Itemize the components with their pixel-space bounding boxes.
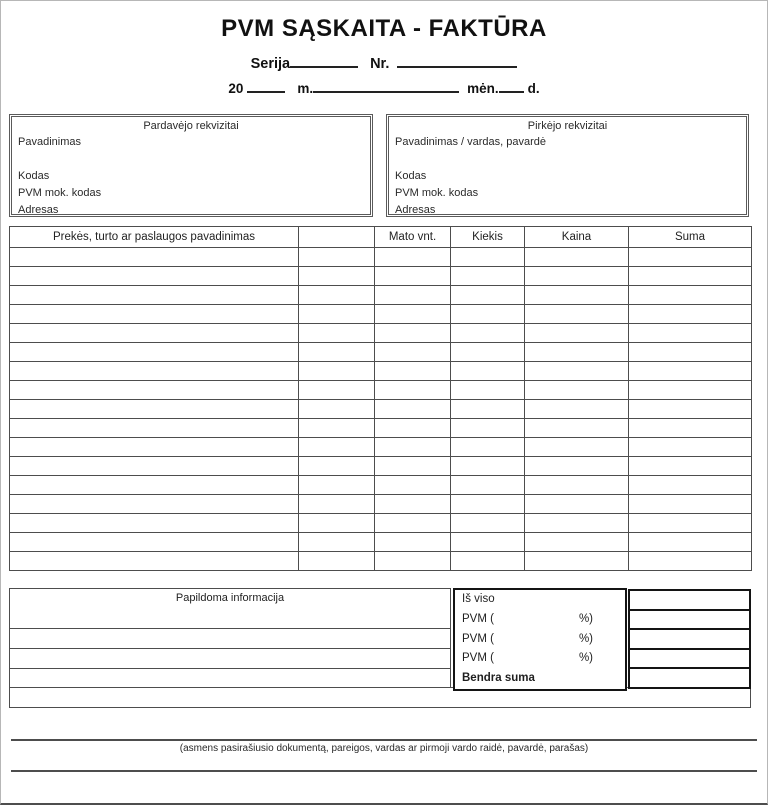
- item-cell: [451, 514, 525, 533]
- item-row: [10, 324, 752, 343]
- total-row-bendra-suma: Bendra suma: [462, 672, 535, 685]
- item-cell: [525, 476, 629, 495]
- item-cell: [10, 362, 299, 381]
- summary-bottom-empty-row: [9, 687, 751, 708]
- item-cell: [525, 419, 629, 438]
- item-row: [10, 533, 752, 552]
- item-cell: [299, 267, 375, 286]
- buyer-code-label: Kodas: [395, 170, 427, 182]
- item-row: [10, 381, 752, 400]
- item-cell: [629, 381, 752, 400]
- item-cell: [375, 514, 451, 533]
- item-cell: [629, 362, 752, 381]
- buyer-details-box: [386, 114, 749, 217]
- item-cell: [10, 495, 299, 514]
- nr-blank: [397, 64, 517, 68]
- amount-cell: [630, 611, 749, 631]
- men-label: mėn.: [467, 81, 499, 96]
- item-cell: [451, 533, 525, 552]
- d-label: d.: [527, 81, 540, 96]
- item-cell: [525, 343, 629, 362]
- item-cell: [299, 514, 375, 533]
- item-cell: [299, 324, 375, 343]
- item-cell: [629, 457, 752, 476]
- item-cell: [375, 495, 451, 514]
- seller-box-header: Pardavėjo rekvizitai: [143, 120, 239, 132]
- totals-amounts-column: [628, 589, 751, 689]
- signature-line: [11, 739, 757, 741]
- item-cell: [629, 495, 752, 514]
- item-row: [10, 305, 752, 324]
- year-prefix: 20: [228, 81, 244, 96]
- item-cell: [299, 400, 375, 419]
- item-cell: [299, 438, 375, 457]
- total-row-pvm-2: PVM ( %): [462, 632, 593, 645]
- item-row: [10, 552, 752, 571]
- item-cell: [451, 457, 525, 476]
- item-cell: [525, 495, 629, 514]
- item-row: [10, 267, 752, 286]
- amount-cell: [630, 630, 749, 650]
- item-cell: [10, 552, 299, 571]
- item-cell: [10, 438, 299, 457]
- additional-info-label: Papildoma informacija: [10, 589, 450, 629]
- item-cell: [375, 248, 451, 267]
- col-header-quantity: Kiekis: [451, 227, 525, 248]
- additional-info-box: [9, 588, 451, 688]
- buyer-details-inner: [388, 116, 747, 215]
- item-cell: [299, 381, 375, 400]
- item-cell: [10, 267, 299, 286]
- item-cell: [375, 438, 451, 457]
- item-cell: [451, 305, 525, 324]
- item-cell: [375, 381, 451, 400]
- col-header-item-name: Prekės, turto ar paslaugos pavadinimas: [10, 227, 299, 248]
- m-label: m.: [297, 81, 314, 96]
- item-cell: [525, 267, 629, 286]
- item-cell: [525, 400, 629, 419]
- month-name-blank: [313, 89, 459, 93]
- items-header-row: [10, 227, 752, 248]
- item-cell: [629, 419, 752, 438]
- item-cell: [525, 248, 629, 267]
- buyer-box-header: Pirkėjo rekvizitai: [527, 120, 608, 132]
- item-cell: [299, 457, 375, 476]
- item-row: [10, 495, 752, 514]
- item-cell: [299, 343, 375, 362]
- item-cell: [299, 476, 375, 495]
- item-cell: [375, 343, 451, 362]
- item-cell: [525, 362, 629, 381]
- item-cell: [299, 248, 375, 267]
- summary-section: [9, 588, 751, 709]
- seller-address-label: Adresas: [18, 204, 59, 216]
- item-cell: [10, 343, 299, 362]
- serija-line: [1, 56, 767, 72]
- item-cell: [299, 286, 375, 305]
- nr-label: Nr.: [370, 56, 390, 72]
- item-cell: [299, 495, 375, 514]
- item-cell: [10, 533, 299, 552]
- item-cell: [451, 324, 525, 343]
- amount-cell: [630, 591, 749, 611]
- item-row: [10, 457, 752, 476]
- item-cell: [629, 476, 752, 495]
- item-cell: [451, 248, 525, 267]
- seller-vat-code-label: PVM mok. kodas: [18, 187, 102, 199]
- additional-info-blank-row: [10, 669, 450, 689]
- item-cell: [10, 286, 299, 305]
- items-table: [9, 226, 752, 571]
- item-cell: [299, 533, 375, 552]
- item-cell: [629, 438, 752, 457]
- item-cell: [375, 305, 451, 324]
- item-cell: [629, 533, 752, 552]
- item-cell: [525, 381, 629, 400]
- serija-label: Serija: [250, 56, 291, 72]
- item-cell: [525, 552, 629, 571]
- year-blank: [247, 89, 285, 93]
- item-row: [10, 343, 752, 362]
- item-cell: [10, 400, 299, 419]
- item-cell: [525, 457, 629, 476]
- item-cell: [525, 514, 629, 533]
- item-row: [10, 438, 752, 457]
- buyer-vat-code-label: PVM mok. kodas: [395, 187, 479, 199]
- item-cell: [451, 419, 525, 438]
- seller-code-label: Kodas: [18, 170, 50, 182]
- item-cell: [451, 362, 525, 381]
- item-cell: [629, 324, 752, 343]
- total-row-pvm-3: PVM ( %): [462, 652, 593, 665]
- total-row-isviso: Iš viso: [462, 593, 495, 605]
- totals-labels-box: [453, 588, 627, 691]
- total-row-pvm-1: PVM ( %): [462, 612, 593, 625]
- item-cell: [451, 400, 525, 419]
- day-blank: [499, 89, 524, 93]
- serija-blank: [290, 64, 358, 68]
- item-cell: [299, 362, 375, 381]
- item-cell: [375, 286, 451, 305]
- signature-line-2: [11, 770, 757, 772]
- col-header-sum: Suma: [629, 227, 752, 248]
- seller-details-inner: [11, 116, 371, 215]
- item-cell: [10, 248, 299, 267]
- buyer-blank-row: [395, 151, 740, 168]
- item-cell: [629, 514, 752, 533]
- col-header-unit: Mato vnt.: [375, 227, 451, 248]
- item-cell: [10, 381, 299, 400]
- col-header-price: Kaina: [525, 227, 629, 248]
- item-cell: [525, 533, 629, 552]
- amount-cell: [630, 669, 749, 687]
- item-cell: [629, 305, 752, 324]
- item-cell: [629, 400, 752, 419]
- item-cell: [525, 305, 629, 324]
- additional-info-blank-row: [10, 629, 450, 649]
- seller-blank-row: [18, 151, 364, 168]
- item-cell: [629, 267, 752, 286]
- item-cell: [10, 419, 299, 438]
- item-cell: [629, 248, 752, 267]
- item-row: [10, 400, 752, 419]
- item-cell: [375, 552, 451, 571]
- date-line: [1, 81, 767, 96]
- col-header-empty: [299, 227, 375, 248]
- item-cell: [299, 419, 375, 438]
- item-cell: [629, 286, 752, 305]
- item-cell: [525, 438, 629, 457]
- item-row: [10, 476, 752, 495]
- additional-info-blank-row: [10, 649, 450, 669]
- item-cell: [451, 476, 525, 495]
- item-cell: [10, 324, 299, 343]
- item-cell: [525, 324, 629, 343]
- item-cell: [375, 267, 451, 286]
- item-cell: [299, 305, 375, 324]
- seller-details-box: [9, 114, 373, 217]
- item-cell: [451, 286, 525, 305]
- item-cell: [375, 533, 451, 552]
- item-cell: [629, 552, 752, 571]
- item-cell: [375, 324, 451, 343]
- item-cell: [10, 514, 299, 533]
- item-cell: [451, 381, 525, 400]
- amount-cell: [630, 650, 749, 670]
- item-cell: [375, 362, 451, 381]
- item-row: [10, 514, 752, 533]
- item-cell: [451, 343, 525, 362]
- item-cell: [10, 457, 299, 476]
- item-cell: [375, 457, 451, 476]
- item-cell: [451, 438, 525, 457]
- signature-note: (asmens pasirašiusio dokumentą, pareigos, vardas ar pirmoji vardo raidė, pavardė, parašas): [179, 743, 589, 754]
- item-cell: [451, 495, 525, 514]
- item-cell: [629, 343, 752, 362]
- item-cell: [375, 476, 451, 495]
- item-cell: [10, 476, 299, 495]
- item-cell: [299, 552, 375, 571]
- item-row: [10, 419, 752, 438]
- form-title: PVM SĄSKAITA - FAKTŪRA: [221, 15, 547, 42]
- item-row: [10, 248, 752, 267]
- item-cell: [451, 267, 525, 286]
- item-cell: [525, 286, 629, 305]
- seller-name-label: Pavadinimas: [18, 136, 81, 148]
- item-cell: [451, 552, 525, 571]
- items-tbody: [10, 248, 752, 571]
- item-cell: [375, 400, 451, 419]
- buyer-name-label: Pavadinimas / vardas, pavardė: [395, 136, 547, 148]
- item-row: [10, 286, 752, 305]
- buyer-address-label: Adresas: [395, 204, 436, 216]
- item-row: [10, 362, 752, 381]
- item-cell: [375, 419, 451, 438]
- item-cell: [10, 305, 299, 324]
